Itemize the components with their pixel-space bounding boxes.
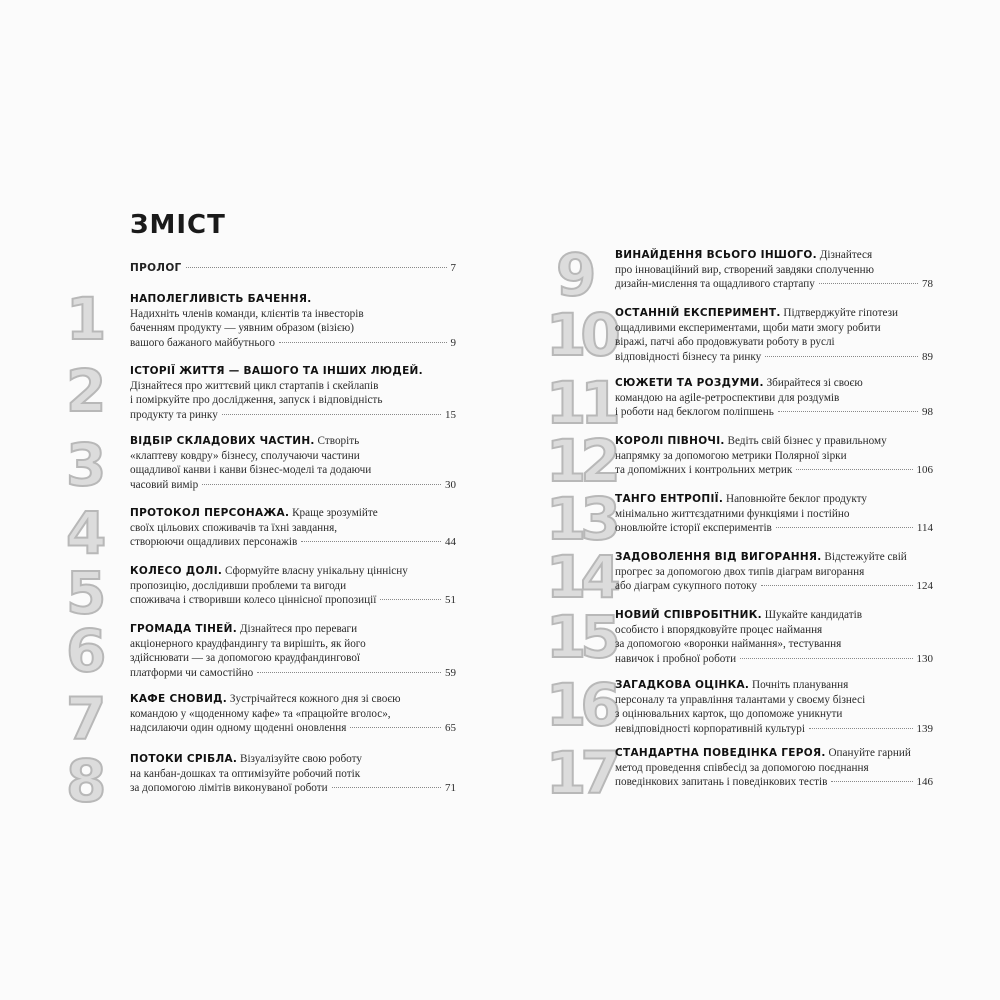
page-number: 114 [916, 522, 933, 535]
chapter-number: 16 [546, 671, 615, 739]
chapter-description: створюючи ощадливих персонажів [130, 536, 298, 549]
chapter-number: 2 [66, 357, 101, 425]
toc-entry[interactable] [130, 564, 456, 608]
toc-entry[interactable] [615, 492, 933, 536]
chapter-description: ощадливої канви і канви бізнес-моделі та додаючи [130, 464, 372, 477]
chapter-title: ОСТАННІЙ ЕКСПЕРИМЕНТ. [615, 307, 781, 319]
chapter-number: 12 [546, 427, 615, 495]
toc-entry[interactable] [615, 376, 933, 420]
chapter-number: 13 [546, 485, 615, 553]
chapter-number: 11 [546, 369, 615, 437]
chapter-title: ГРОМАДА ТІНЕЙ. [130, 623, 238, 635]
chapter-description: командою на agile-ретроспективи для роздумів [615, 391, 840, 404]
leader-dots [279, 342, 447, 343]
chapter-title: ВІДБІР СКЛАДОВИХ ЧАСТИН. [130, 435, 315, 447]
chapter-number: 14 [546, 543, 615, 611]
chapter-description: дизайн-мислення та ощадливого стартапу [615, 278, 815, 291]
chapter-number: 1 [66, 285, 101, 353]
chapter-title: КОРОЛІ ПІВНОЧІ. [615, 435, 725, 447]
toc-entry[interactable] [130, 506, 456, 550]
leader-dots [186, 267, 447, 268]
chapter-description: напрямку за допомогою метрики Полярної зірки [615, 449, 847, 462]
leader-dots [778, 411, 918, 412]
chapter-title: ПРОТОКОЛ ПЕРСОНАЖА. [130, 507, 290, 519]
chapter-description: Візуалізуйте свою роботу [237, 753, 362, 765]
page-number: 15 [445, 408, 456, 421]
chapter-title: ЗАДОВОЛЕННЯ ВІД ВИГОРАННЯ. [615, 551, 822, 563]
chapter-description: прогрес за допомогою двох типів діаграм вигорання [615, 565, 865, 578]
chapter-description: оновлюйте історії експериментів [615, 522, 772, 535]
chapter-number: 7 [66, 685, 101, 753]
page-number: 124 [916, 580, 933, 593]
leader-dots [380, 599, 441, 600]
toc-entry[interactable] [130, 292, 456, 350]
chapter-description: Дізнайтеся про переваги [237, 623, 358, 635]
chapter-title: СТАНДАРТНА ПОВЕДІНКА ГЕРОЯ. [615, 747, 826, 759]
chapter-description: Створіть [314, 435, 360, 447]
page-number: 98 [922, 406, 933, 419]
chapter-description: ощадливими експериментами, щоби мати змогу робити [615, 321, 881, 334]
chapter-description: навичок і пробної роботи [615, 652, 737, 665]
toc-entry[interactable] [130, 622, 456, 680]
leader-dots [765, 356, 918, 357]
chapter-title: ІСТОРІЇ ЖИТТЯ — ВАШОГО ТА ІНШИХ ЛЮДЕЙ. [130, 365, 423, 377]
chapter-description: відповідності бізнесу та ринку [615, 350, 762, 363]
chapter-title: ПОТОКИ СРІБЛА. [130, 753, 238, 765]
chapter-description: невідповідності корпоративній культурі [615, 722, 805, 735]
chapter-number: 4 [66, 499, 101, 567]
leader-dots [776, 527, 913, 528]
chapter-description: і роботи над беклогом поліпшень [615, 406, 774, 419]
leader-dots [301, 541, 441, 542]
chapter-description: Шукайте кандидатів [761, 609, 862, 621]
prologue-label: ПРОЛОГ [130, 262, 182, 274]
leader-dots [796, 469, 912, 470]
chapter-title: СЮЖЕТИ ТА РОЗДУМИ. [615, 377, 764, 389]
page-number: 130 [916, 652, 933, 665]
chapter-description: Дізнайтеся [816, 249, 873, 261]
page-number: 71 [445, 782, 456, 795]
leader-dots [761, 585, 912, 586]
chapter-description: «клаптеву ковдру» бізнесу, сполучаючи частини [130, 449, 360, 462]
chapter-description: з оцінювальних карток, що допоможе уникнути [615, 708, 843, 721]
prologue-page: 7 [450, 262, 456, 274]
chapter-description: метод проведення співбесід за допомогою поєднання [615, 761, 869, 774]
toc-entry[interactable] [130, 364, 456, 422]
toc-entry[interactable] [615, 248, 933, 292]
chapter-description: пропозицію, дослідивши проблеми та вигоди [130, 579, 347, 592]
chapter-number: 15 [546, 603, 615, 671]
page-number: 30 [445, 478, 456, 491]
chapter-description: Опануйте гарний [825, 747, 911, 759]
leader-dots [831, 781, 912, 782]
chapter-number: 3 [66, 431, 101, 499]
chapter-description: персоналу та управління талантами у своєму бізнесі [615, 693, 866, 706]
toc-entry[interactable] [130, 434, 456, 492]
chapter-description: особисто і впорядковуйте процес наймання [615, 623, 823, 636]
leader-dots [222, 414, 441, 415]
chapter-description: про інноваційний вир, створений завдяки сполученню [615, 263, 874, 276]
chapter-number: 5 [66, 559, 101, 627]
chapter-description: Ведіть свій бізнес у правильному [724, 435, 887, 447]
chapter-description: надсилаючи один одному щоденні оновлення [130, 722, 347, 735]
page-number: 139 [916, 722, 933, 735]
page-number: 9 [450, 336, 456, 349]
chapter-description: на канбан-дошках та оптимізуйте робочий потік [130, 767, 361, 780]
page-number: 59 [445, 666, 456, 679]
chapter-description: Дізнайтеся про життєвий цикл стартапів і скейлапів [130, 379, 379, 392]
leader-dots [740, 658, 912, 659]
leader-dots [332, 787, 441, 788]
chapter-number: 8 [66, 747, 101, 815]
chapter-description: за допомогою лімітів виконуваної роботи [130, 782, 328, 795]
toc-entry[interactable] [615, 678, 933, 736]
toc-entry[interactable] [615, 550, 933, 594]
chapter-description: або діаграм сукупного потоку [615, 580, 758, 593]
chapter-description: Надихніть членів команди, клієнтів та інвесторів [130, 307, 364, 320]
chapter-number: 6 [66, 617, 101, 685]
chapter-description: платформи чи самостійно [130, 666, 254, 679]
chapter-title: ЗАГАДКОВА ОЦІНКА. [615, 679, 750, 691]
chapter-title: ВИНАЙДЕННЯ ВСЬОГО ІНШОГО. [615, 249, 817, 261]
chapter-description: вашого бажаного майбутнього [130, 336, 275, 349]
leader-dots [819, 283, 918, 284]
chapter-description: поведінкових запитань і поведінкових тестів [615, 776, 828, 789]
chapter-description: Збирайтеся зі своєю [763, 377, 863, 389]
page-number: 146 [916, 776, 933, 789]
chapter-description: та допоміжних і контрольних метрик [615, 464, 793, 477]
chapter-description: споживача і створивши колесо ціннісної пропозиції [130, 594, 377, 607]
leader-dots [202, 484, 441, 485]
toc-entry[interactable] [615, 746, 933, 790]
chapter-description: віражі, патчі або продовжувати роботу в руслі [615, 336, 835, 349]
chapter-description: Сформуйте власну унікальну ціннісну [222, 565, 408, 577]
page-number: 65 [445, 722, 456, 735]
chapter-number: 10 [546, 301, 615, 369]
page-title: ЗМІСТ [130, 210, 226, 240]
chapter-description: часовий вимір [130, 478, 199, 491]
chapter-description: продукту та ринку [130, 408, 218, 421]
chapter-title: КАФЕ СНОВИД. [130, 693, 228, 705]
chapter-description: за допомогою «воронки наймання», тестування [615, 638, 842, 651]
chapter-title: ТАНГО ЕНТРОПІЇ. [615, 493, 724, 505]
chapter-description: Відстежуйте свій [821, 551, 907, 563]
page-number: 89 [922, 350, 933, 363]
chapter-description: своїх цільових споживачів та їхні завдання, [130, 521, 338, 534]
chapter-description: і поміркуйте про дослідження, запуск і відповідність [130, 394, 383, 407]
chapter-description: командою у «щоденному кафе» та «працюйте вголос», [130, 707, 391, 720]
chapter-number: 17 [546, 739, 615, 807]
chapter-description: баченням продукту — уявним образом (візією) [130, 322, 354, 335]
chapter-description: мінімально життєздатними функціями і постійно [615, 507, 850, 520]
chapter-title: НОВИЙ СПІВРОБІТНИК. [615, 609, 762, 621]
chapter-description: Краще зрозумійте [289, 507, 378, 519]
leader-dots [257, 672, 441, 673]
page-number: 44 [445, 536, 456, 549]
leader-dots [809, 728, 913, 729]
toc-entry[interactable] [615, 434, 933, 478]
chapter-description: здійснювати — за допомогою краудфандингової [130, 652, 361, 665]
chapter-description: Почніть планування [749, 679, 849, 691]
page-number: 106 [916, 464, 933, 477]
leader-dots [350, 727, 441, 728]
chapter-title: КОЛЕСО ДОЛІ. [130, 565, 223, 577]
chapter-description: Зустрічайтеся кожного дня зі своєю [227, 693, 401, 705]
toc-entry[interactable] [130, 752, 456, 796]
page-number: 78 [922, 278, 933, 291]
toc-entry-prologue[interactable] [130, 262, 456, 274]
chapter-description: Наповнюйте беклог продукту [723, 493, 867, 505]
chapter-description: Підтверджуйте гіпотези [780, 307, 899, 319]
toc-entry[interactable] [615, 608, 933, 666]
page-number: 51 [445, 594, 456, 607]
chapter-title: НАПОЛЕГЛИВІСТЬ БАЧЕННЯ. [130, 293, 312, 305]
toc-entry[interactable] [615, 306, 933, 364]
chapter-description: акціонерного краудфандингу та вирішіть, як його [130, 637, 366, 650]
chapter-number: 9 [556, 241, 591, 309]
toc-entry[interactable] [130, 692, 456, 736]
